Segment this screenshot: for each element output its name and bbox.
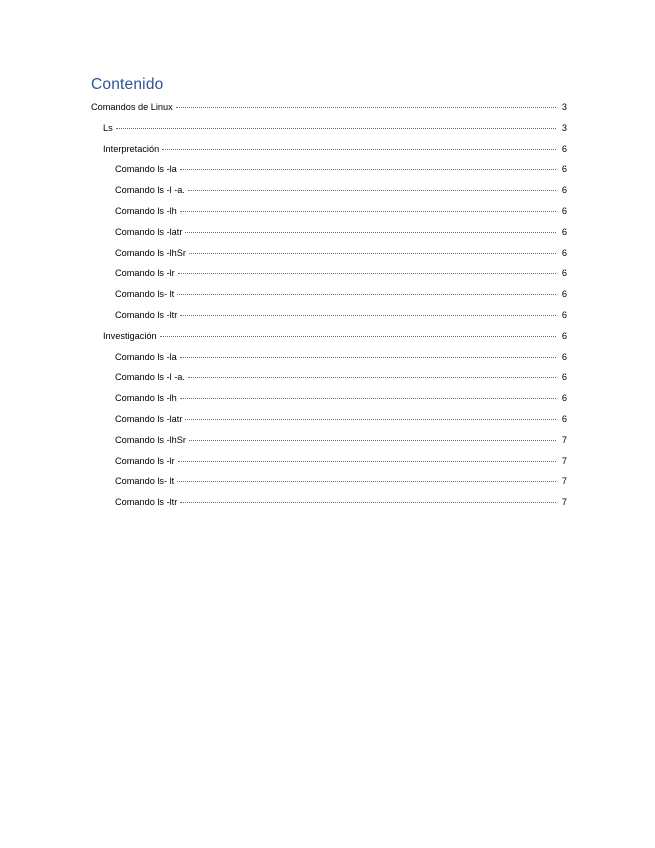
dot-leader [180,356,556,358]
toc-entry-text[interactable]: Comando ls -la [115,164,177,175]
toc-page-number[interactable]: 6 [561,164,567,175]
toc-entry-text[interactable]: Ls [103,122,113,133]
toc-page-number[interactable]: 6 [561,309,567,320]
toc-page-number[interactable]: 3 [561,122,567,133]
toc-entry-text[interactable]: Comando ls -latr [115,413,183,424]
toc-page-number[interactable]: 7 [561,434,567,445]
dot-leader [189,252,556,254]
dot-leader [180,314,556,316]
table-of-contents [91,97,567,513]
toc-page-number[interactable]: 6 [561,330,567,341]
dot-leader [160,335,556,337]
toc-page-number[interactable]: 6 [561,185,567,196]
dot-leader [188,376,556,378]
dot-leader [177,293,556,295]
dot-leader [185,231,556,233]
toc-entry-comando-ls-latr[interactable] [91,409,567,430]
toc-entry-comando-ls-ltr[interactable] [91,492,567,513]
toc-entry-text[interactable]: Comando ls -lh [115,393,177,404]
dot-leader [180,210,556,212]
toc-entry-text[interactable]: Comando ls -lhSr [115,247,186,258]
toc-entry-comando-ls-lh[interactable] [91,201,567,222]
toc-page-number[interactable]: 6 [561,247,567,258]
dot-leader [180,168,556,170]
toc-entry-investigacion[interactable] [91,326,567,347]
dot-leader [180,501,556,503]
toc-page-number[interactable]: 3 [561,102,567,112]
toc-entry-comando-ls-lt[interactable] [91,284,567,305]
toc-entry-comando-ls-ltr[interactable] [91,305,567,326]
toc-entry-text[interactable]: Comandos de Linux [91,102,173,112]
toc-entry-text[interactable]: Comando ls- lt [115,476,175,487]
dot-leader [188,189,556,191]
toc-entry-text[interactable]: Comando ls -lhSr [115,434,186,445]
toc-page-number[interactable]: 6 [561,413,567,424]
dot-leader [178,272,556,274]
toc-entry-comando-ls-la[interactable] [91,347,567,368]
toc-page-number[interactable]: 6 [561,143,567,154]
dot-leader [180,397,556,399]
toc-page-number[interactable]: 6 [561,351,567,362]
toc-entry-text[interactable]: Comando ls -lr [115,268,175,279]
dot-leader [116,127,556,129]
toc-page-number[interactable]: 6 [561,393,567,404]
toc-entry-comando-ls-lh[interactable] [91,388,567,409]
toc-entry-text[interactable]: Comando ls -l -a. [115,372,185,383]
toc-page-number[interactable]: 6 [561,205,567,216]
dot-leader [178,460,556,462]
toc-entry-comando-ls-la[interactable] [91,159,567,180]
toc-entry-comando-ls-latr[interactable] [91,222,567,243]
toc-entry-text[interactable]: Interpretación [103,143,160,154]
toc-page-number[interactable]: 7 [561,476,567,487]
toc-entry-comando-ls-lhsr[interactable] [91,243,567,264]
dot-leader [189,439,556,441]
toc-entry-text[interactable]: Comando ls -lh [115,205,177,216]
dot-leader [185,418,556,420]
toc-page-number[interactable]: 6 [561,372,567,383]
toc-page-number[interactable]: 7 [561,497,567,508]
toc-title: Contenido [91,76,164,93]
toc-entry-comando-ls-lhsr[interactable] [91,430,567,451]
toc-entry-text[interactable]: Comando ls -ltr [115,497,178,508]
toc-entry-comando-ls-lr[interactable] [91,263,567,284]
toc-entry-comando-ls-l-a[interactable] [91,367,567,388]
toc-page-number[interactable]: 7 [561,455,567,466]
toc-entry-text[interactable]: Comando ls -l -a. [115,185,185,196]
toc-entry-text[interactable]: Comando ls -lr [115,455,175,466]
dot-leader [162,148,556,150]
toc-entry-interpretacion[interactable] [91,139,567,160]
toc-entry-ls[interactable] [91,118,567,139]
toc-page-number[interactable]: 6 [561,268,567,279]
toc-entry-text[interactable]: Investigación [103,330,157,341]
dot-leader [177,480,556,482]
toc-entry-comando-ls-lr[interactable] [91,451,567,472]
toc-entry-comando-ls-lt[interactable] [91,471,567,492]
toc-page-number[interactable]: 6 [561,289,567,300]
toc-entry-comando-ls-l-a[interactable] [91,180,567,201]
dot-leader [176,106,556,108]
toc-page-number[interactable]: 6 [561,226,567,237]
toc-entry-text[interactable]: Comando ls -latr [115,226,183,237]
toc-entry-text[interactable]: Comando ls -ltr [115,309,178,320]
toc-entry-text[interactable]: Comando ls- lt [115,289,175,300]
toc-entry-comandos-de-linux[interactable] [91,97,567,118]
toc-entry-text[interactable]: Comando ls -la [115,351,177,362]
